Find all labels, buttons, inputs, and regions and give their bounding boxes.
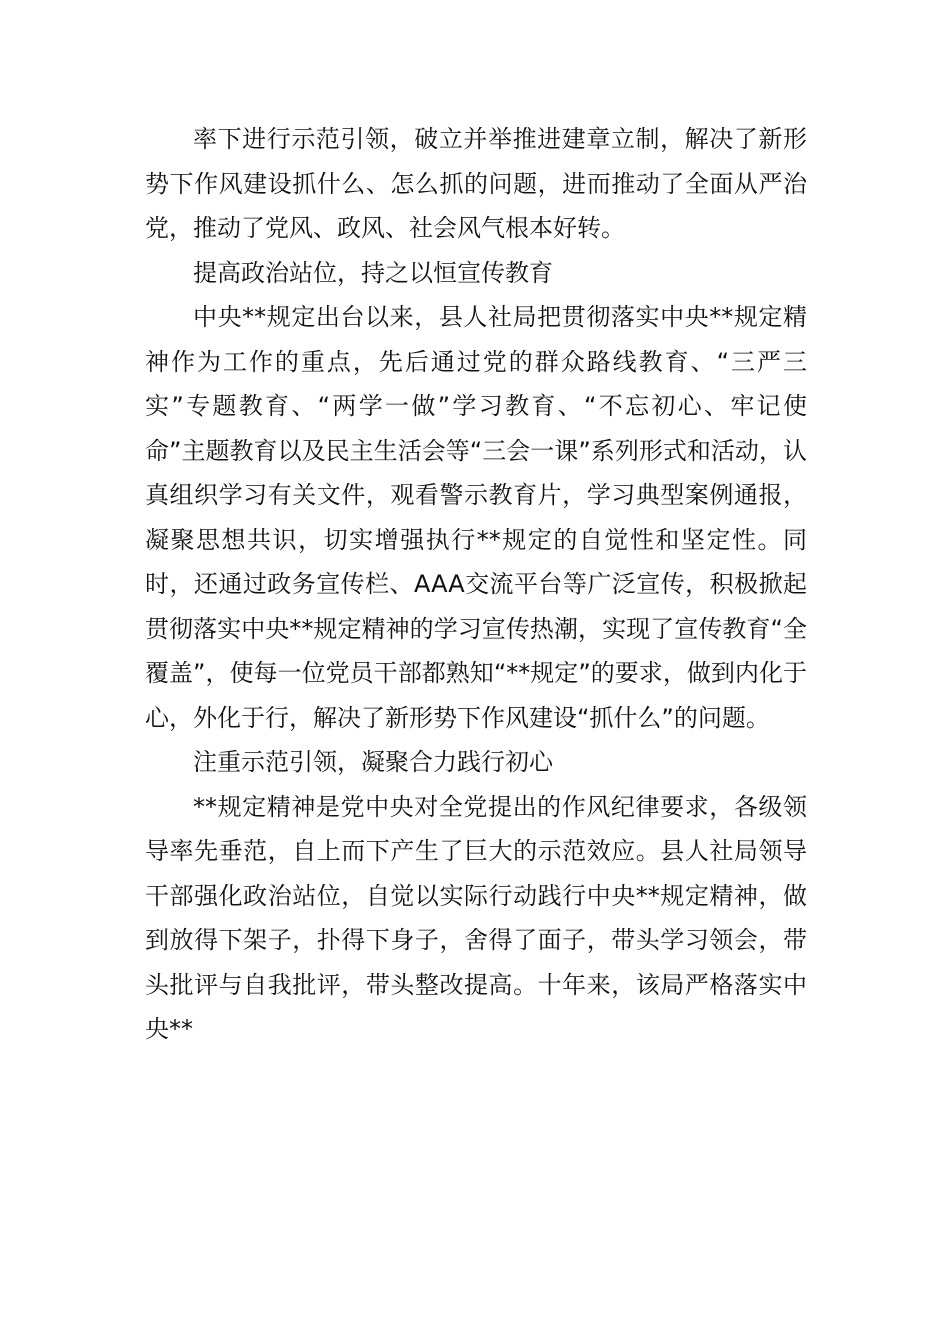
paragraph-leadership-example: **规定精神是党中央对全党提出的作风纪律要求，各级领导率先垂范，自上而下产生了巨大的示范效应。县人社局领导干部强化政治站位，自觉以实际行动践行中央**规定精神，做到放得下架子，扑得下身子，舍得了面子，带头学习领会，带头批评与自我批评，带头整改提高。十年来，该局严格落实中央** (145, 792, 807, 1043)
paragraph-intro-continuation: 率下进行示范引领，破立并举推进建章立制，解决了新形势下作风建设抓什么、怎么抓的问题，进而推动了全面从严治党，推动了党风、政风、社会风气根本好转。 (145, 125, 807, 242)
section-heading-political-stance: 提高政治站位，持之以恒宣传教育 (193, 258, 553, 287)
document-body (145, 117, 807, 1052)
paragraph-publicity-education: 中央**规定出台以来，县人社局把贯彻落实中央**规定精神作为工作的重点，先后通过党的群众路线教育、“三严三实”专题教育、“两学一做”学习教育、“不忘初心、牢记使命”主题教育以及民主生活会等“三会一课”系列形式和活动，认真组织学习有关文件，观看警示教育片，学习典型案例通报，凝聚思想共识，切实增强执行**规定的自觉性和坚定性。同时，还通过政务宣传栏、AAA交流平台等广泛宣传，积极掀起贯彻落实中央**规定精神的学习宣传热潮，实现了宣传教育“全覆盖”，使每一位党员干部都熟知“**规定”的要求，做到内化于心，外化于行，解决了新形势下作风建设“抓什么”的问题。 (145, 303, 807, 732)
section-heading-demonstration: 注重示范引领，凝聚合力践行初心 (193, 748, 553, 776)
